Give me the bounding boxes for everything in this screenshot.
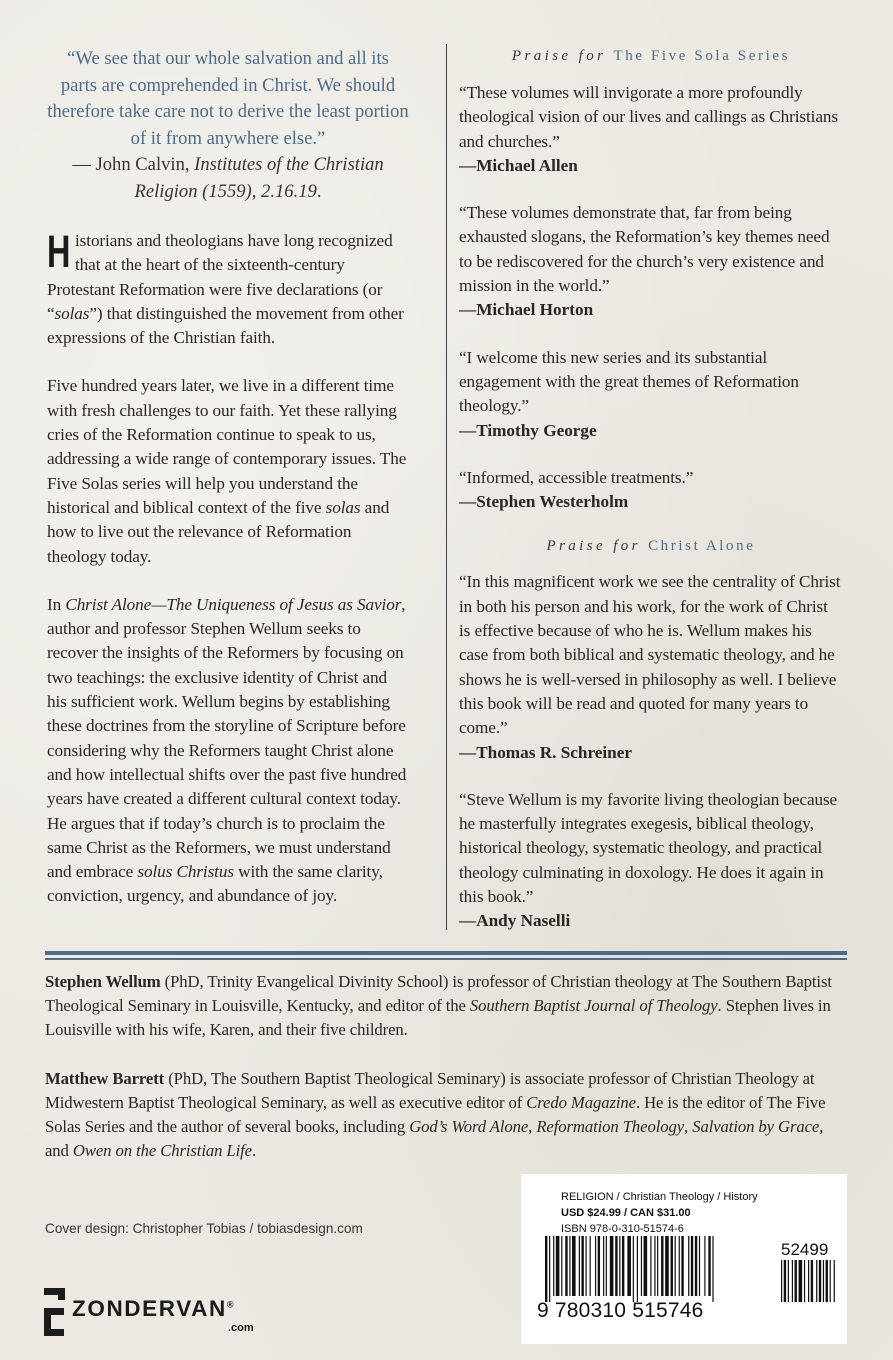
intro-p3-text-b: , author and professor Stephen Wellum seeks to recover the insights of the Reformers by focusing on two teachings: the exclusive identity of Christ and his sufficient work. Wellum begins by establishing these doctrines from the storyline of Scripture before considering why the Reformers taught Christ alone and how intellectual shifts over the past five hundred years have created a different cultural context today. He argues that if today’s church is to proclaim the same Christ as the Reformers, we must understand and embrace [47, 594, 407, 882]
publisher-name-text: ZONDERVAN [72, 1296, 227, 1321]
addon-bar [804, 1260, 805, 1302]
section-rule-thick [45, 951, 847, 955]
column-divider [446, 44, 447, 930]
book-title-italic: Christ Alone—The Uniqueness of Jesus as Savior [65, 594, 402, 614]
barcode-bar [595, 1236, 596, 1296]
book-title: God’s Word Alone [409, 1117, 529, 1137]
section-rule-thin [45, 958, 847, 960]
barcode-bar [581, 1236, 583, 1296]
endorsement-quote: “These volumes demonstrate that, far from being exhausted slogans, the Reformation’s key themes need to be rediscovered for the church’s very existence and mission in the world.” [459, 203, 830, 296]
barcode-bar [586, 1236, 587, 1296]
barcode-bar [641, 1236, 642, 1296]
bio-wellum [45, 970, 850, 1043]
barcode-bar [691, 1236, 693, 1296]
addon-bar [788, 1260, 789, 1302]
endorsement-quote: “In this magnificent work we see the centrality of Christ in both his person and his work, for the work of Christ is effective because of who he is. Wellum makes his case from both biblical and systematic theology, and he shows he is well-versed in philosophy as well. I believe this book will be read and quoted for many years to come.” [459, 572, 841, 738]
barcode-bar [695, 1236, 697, 1296]
barcode-bar [637, 1236, 638, 1302]
addon-bar [784, 1260, 786, 1302]
book-title: Owen on the Christian Life [72, 1141, 252, 1161]
barcode-bar [610, 1236, 614, 1296]
intro-p1-text-a: istorians and theologians have long recognized that at the heart of the sixteenth-century Protestant Reformation were five declarations (or “ [47, 231, 393, 323]
category-line: RELIGION / Christian Theology / History [561, 1191, 758, 1203]
endorsement-author: —Timothy George [459, 420, 597, 440]
book-title: Salvation by Grace [692, 1117, 820, 1137]
barcode-bar [603, 1236, 604, 1296]
addon-bar [826, 1260, 828, 1302]
bio-barrett-text-a: (PhD, The Southern Baptist Theological Seminary) is associate professor of Christian Theology at Midwestern Baptist Theological Seminary, as well as executive editor of [45, 1068, 815, 1112]
bio-wellum-text-a: (PhD, Trinity Evangelical Divinity School) is professor of Christian theology at The Southern Baptist Theological Seminary in Louisville, Kentucky, and editor of the [45, 972, 832, 1016]
barcode-bar [699, 1236, 700, 1296]
intro-p2-italic: solas [325, 497, 361, 517]
endorsement-quote: “These volumes will invigorate a more profoundly theological vision of our lives and callings as Christians and churches.” [459, 83, 838, 151]
publisher-domain: .com [228, 1322, 254, 1334]
barcode-bar [561, 1236, 562, 1296]
endorsement-author: —Michael Allen [459, 155, 578, 175]
book-title: Reformation Theology [536, 1117, 685, 1137]
publisher-logo [44, 1288, 274, 1338]
intro-p2-text-a: Five hundred years later, we live in a different time with fresh challenges to our faith. Yet these rallying cries of the Reformation continue to speak to us, addressing a wide range of contemporary issues. The Five Solas series will help you understand the historical and biblical context of the five [47, 376, 407, 517]
bio-wellum-name: Stephen Wellum [45, 972, 161, 991]
endorsement-author: —Thomas R. Schreiner [459, 742, 632, 762]
attribution-prefix: — John Calvin, [72, 154, 195, 175]
barcode-digits: 9 780310 515746 [537, 1299, 704, 1322]
solus-christus-italic: solus Christus [137, 862, 234, 882]
endorsement-author: —Andy Naselli [459, 911, 571, 931]
bio-barrett-name: Matthew Barrett [45, 1068, 165, 1088]
barcode-bar [679, 1236, 680, 1296]
intro-p3-text-c: with the same clarity, conviction, urgency, and abundance of joy. [47, 862, 383, 906]
intro-p1-text-b: ”) that distinguished the movement from other expressions of the Christian faith. [47, 303, 404, 348]
price-line: USD $24.99 / CAN $31.00 [561, 1207, 691, 1219]
barcode-bar [688, 1236, 689, 1296]
attribution-suffix: . [316, 180, 322, 202]
journal-title: Southern Baptist Journal of Theology [469, 996, 718, 1016]
bio-barrett-text-b: . He is the editor of The Five Solas Series and the author of several books, including [45, 1092, 826, 1137]
praise-book-prefix: Praise for [546, 538, 649, 555]
barcode-bar [579, 1236, 580, 1296]
addon-bar [792, 1260, 793, 1302]
addon-bar [819, 1260, 821, 1302]
zondervan-z-icon [44, 1288, 68, 1336]
separator: , [684, 1117, 693, 1137]
separator: . [252, 1141, 257, 1161]
barcode-bar [671, 1236, 673, 1296]
barcode-bar [657, 1236, 658, 1296]
barcode-bar [556, 1236, 560, 1296]
barcode-bar [569, 1236, 570, 1296]
addon-bar [799, 1260, 803, 1302]
registered-mark: ® [226, 1299, 236, 1310]
addon-bar [808, 1260, 809, 1302]
cover-design-credit: Cover design: Christopher Tobias / tobiasdesign.com [45, 1221, 363, 1236]
barcode-bar [633, 1236, 634, 1302]
epigraph-quote: “We see that our whole salvation and all its parts are comprehended in Christ. We should therefore take care not to derive the least portion of it from anywhere else.” [47, 48, 409, 149]
price-addon-digits: 52499 [781, 1240, 829, 1259]
barcode-bar [708, 1236, 710, 1296]
addon-bar [830, 1260, 831, 1302]
attribution-title: Institutes of the Christian Religion (1559), 2.16.19 [134, 154, 384, 202]
addon-bar [834, 1260, 835, 1302]
intro-paragraph-3 [47, 593, 409, 909]
barcode-bar [590, 1236, 591, 1296]
barcode-bar [622, 1236, 624, 1296]
endorsement-quote: “Steve Wellum is my favorite living theologian because he masterfully integrates exegesis, biblical theology, historical theology, systematic theology, and practical theology culminating in doxology. He does it again in this book.” [459, 789, 838, 907]
barcode-panel [521, 1174, 847, 1344]
barcode-bar [627, 1236, 631, 1296]
barcode-bar [681, 1236, 683, 1296]
separator: , and [45, 1117, 824, 1161]
addon-bar [823, 1260, 824, 1302]
barcode-bar [650, 1236, 651, 1296]
intro-paragraph-2 [47, 374, 409, 568]
barcode-bar [654, 1236, 655, 1296]
barcode-bar [675, 1236, 676, 1296]
addon-bar [795, 1260, 797, 1302]
barcode-bar [644, 1236, 648, 1296]
intro-paragraph-1 [47, 226, 409, 350]
praise-series-heading [459, 48, 843, 65]
barcode-bar [606, 1236, 607, 1296]
author-bios [45, 970, 850, 1163]
endorsement-author: —Michael Horton [459, 300, 594, 320]
barcode-bar [665, 1236, 669, 1296]
praise-book-title: Christ Alone [648, 538, 756, 555]
addon-bar [816, 1260, 817, 1302]
barcode-bar [661, 1236, 663, 1296]
barcode-bar [598, 1236, 600, 1296]
drop-cap: H [47, 226, 71, 277]
endorsement-quote: “I welcome this new series and its substantial engagement with the great themes of Reformation theology.” [459, 347, 799, 416]
barcode-bar [565, 1236, 567, 1296]
magazine-title: Credo Magazine [526, 1092, 636, 1112]
intro-p3-text-a: In [47, 594, 66, 614]
isbn-line: ISBN 978-0-310-51574-6 [561, 1223, 684, 1235]
barcode-bar [704, 1236, 705, 1296]
barcode-bar [572, 1236, 576, 1296]
addon-bar [781, 1260, 782, 1302]
right-column [459, 48, 843, 934]
left-column [47, 46, 409, 909]
praise-book-heading [459, 538, 843, 555]
praise-series-title: The Five Sola Series [613, 48, 791, 64]
intro-p2-text-b: and how to live out the relevance of Reformation theology today. [47, 497, 390, 566]
addon-bar [811, 1260, 813, 1302]
barcode-bar [712, 1236, 713, 1302]
endorsement-author: —Stephen Westerholm [459, 492, 629, 512]
bio-barrett [45, 1067, 850, 1164]
barcode-bar [615, 1236, 617, 1296]
separator: , [528, 1117, 537, 1137]
barcode-bar [619, 1236, 620, 1296]
intro-p1-italic: solas [54, 303, 90, 323]
barcode-bar [553, 1236, 554, 1296]
praise-series-prefix: Praise for [511, 48, 614, 64]
publisher-name [72, 1296, 235, 1322]
epigraph-attribution [47, 152, 409, 205]
endorsement-quote: “Informed, accessible treatments.” [459, 467, 694, 487]
barcode-bar [545, 1236, 547, 1302]
bio-wellum-text-b: . Stephen lives in Louisville with his wife, Karen, and their five children. [45, 996, 831, 1040]
barcode-bar [549, 1236, 550, 1302]
